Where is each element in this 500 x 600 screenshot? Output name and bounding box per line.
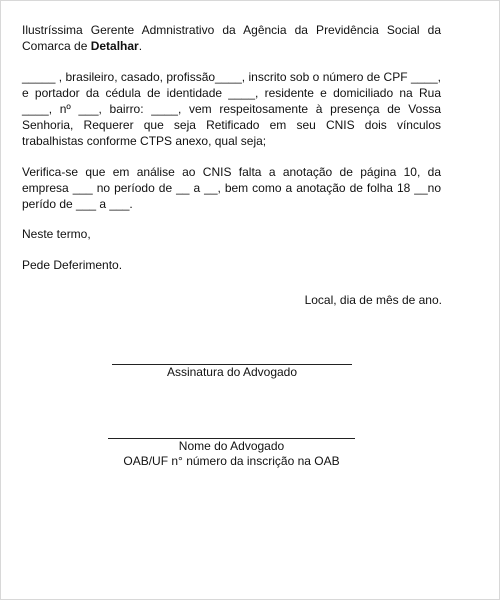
lawyer-name-block	[108, 438, 355, 468]
addressee-suffix: .	[138, 39, 143, 53]
document-body	[22, 22, 441, 273]
place-date: Local, dia de mês de ano.	[304, 293, 442, 307]
lawyer-signature-block	[112, 364, 352, 380]
signature-label: Assinatura do Advogado	[166, 365, 298, 379]
request-paragraph: _____ , brasileiro, casado, profissão____, inscrito sob o número de CPF ____, e portador da cédula de identidade ____, residente e domiciliado na Rua ____, nº ___, bairro: ____, vem respeitosamente à presença de Vossa Senhoria, Requerer que seja Retificado em seu CNIS dois vínculos trabalhistas conforme CTPS anexo, qual seja;	[22, 70, 441, 148]
addressee-bold-text: Detalhar	[90, 39, 139, 53]
detail-paragraph: Verifica-se que em análise ao CNIS falta a anotação de página 10, da empresa ___ no período de __ a __, bem como a anotação de folha 18 __no perído de ___ a ___.	[22, 165, 441, 211]
closing-request: Pede Deferimento.	[22, 258, 123, 272]
addressee-paragraph	[22, 22, 441, 54]
lawyer-name-label: Nome do Advogado	[178, 439, 285, 453]
oab-label: OAB/UF n° número da inscrição na OAB	[123, 454, 340, 468]
closing-term: Neste termo,	[22, 227, 91, 241]
addressee-text: Ilustríssima Gerente Admnistrativo da Agência da Previdência Social da Comarca de	[22, 23, 441, 53]
